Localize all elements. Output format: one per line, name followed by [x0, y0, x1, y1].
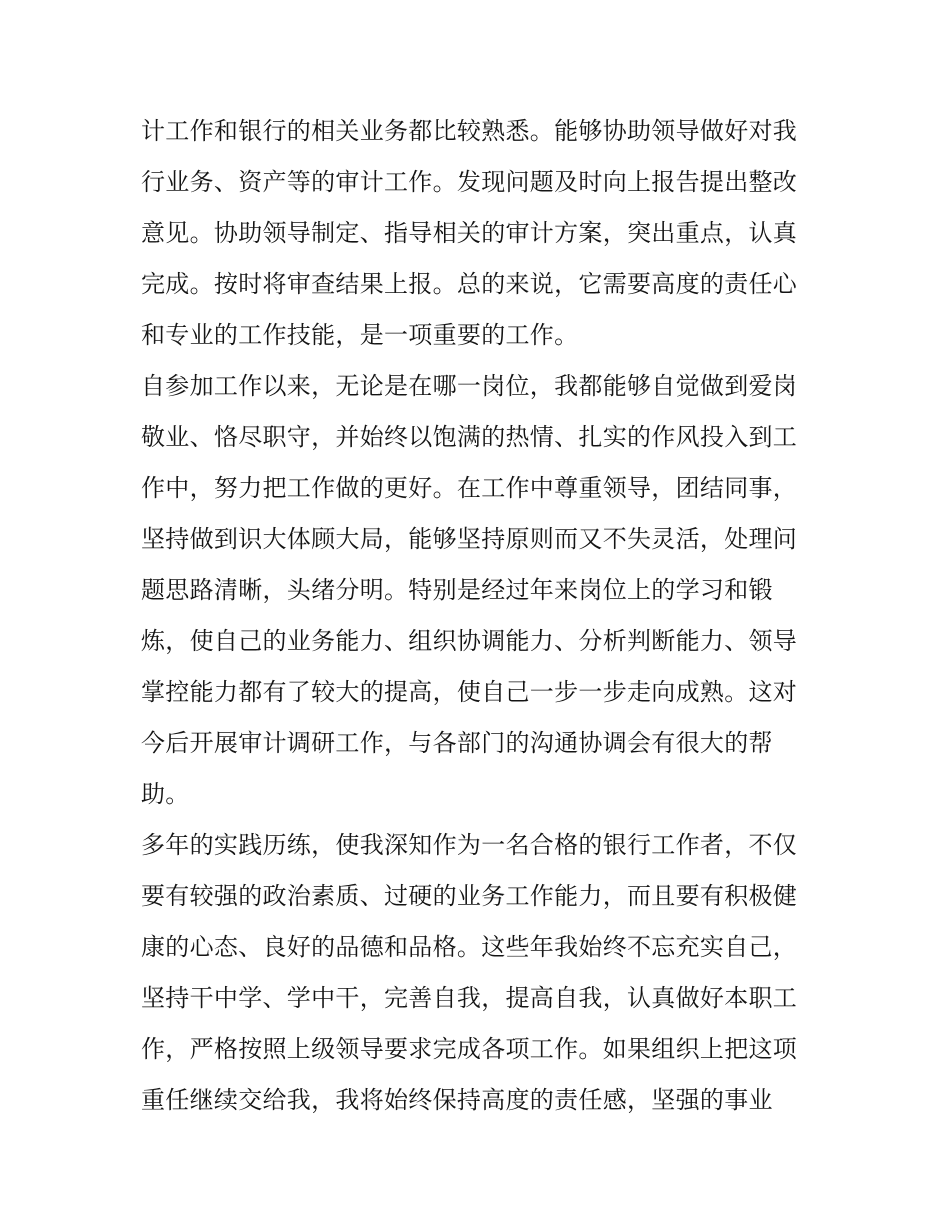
text-line: 敬业、恪尽职守，并始终以饱满的热情、扎实的作风投入到工: [141, 423, 798, 451]
text-line: 自参加工作以来，无论是在哪一岗位，我都能够自觉做到爱岗: [141, 372, 798, 400]
text-line: 坚持干中学、学中干，完善自我，提高自我，认真做好本职工: [141, 984, 798, 1012]
paragraph-1: [141, 106, 811, 361]
text-line: 助。: [141, 780, 190, 808]
text-line: 多年的实践历练，使我深知作为一名合格的银行工作者，不仅: [141, 831, 798, 859]
text-line: 重任继续交给我，我将始终保持高度的责任感，坚强的事业: [141, 1086, 773, 1114]
document-body: [141, 106, 811, 1126]
paragraph-3: [141, 820, 811, 1126]
text-line: 题思路清晰，头绪分明。特别是经过年来岗位上的学习和锻: [141, 576, 773, 604]
text-line: 行业务、资产等的审计工作。发现问题及时向上报告提出整改: [141, 168, 798, 196]
text-line: 坚持做到识大体顾大局，能够坚持原则而又不失灵活，处理问: [141, 525, 798, 553]
text-line: 完成。按时将审查结果上报。总的来说，它需要高度的责任心: [141, 270, 798, 298]
text-line: 作中，努力把工作做的更好。在工作中尊重领导，团结同事，: [141, 474, 798, 502]
text-line: 康的心态、良好的品德和品格。这些年我始终不忘充实自己，: [141, 933, 798, 961]
text-line: 今后开展审计调研工作，与各部门的沟通协调会有很大的帮: [141, 729, 773, 757]
text-line: 和专业的工作技能，是一项重要的工作。: [141, 321, 579, 349]
text-line: 炼，使自己的业务能力、组织协调能力、分析判断能力、领导: [141, 627, 798, 655]
text-line: 作，严格按照上级领导要求完成各项工作。如果组织上把这项: [141, 1035, 798, 1063]
text-line: 掌控能力都有了较大的提高，使自己一步一步走向成熟。这对: [141, 678, 798, 706]
paragraph-2: [141, 361, 811, 820]
text-line: 意见。协助领导制定、指导相关的审计方案，突出重点，认真: [141, 219, 798, 247]
text-line: 要有较强的政治素质、过硬的业务工作能力，而且要有积极健: [141, 882, 798, 910]
text-line: 计工作和银行的相关业务都比较熟悉。能够协助领导做好对我: [141, 117, 798, 145]
